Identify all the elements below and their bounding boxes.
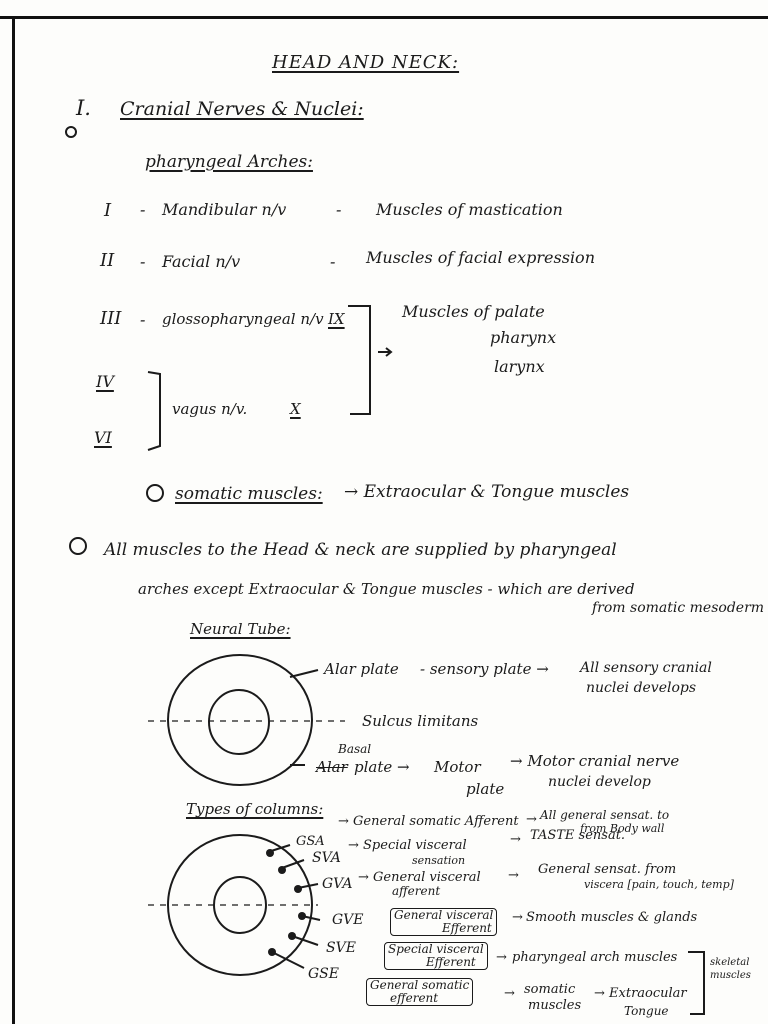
- col-full2-gva: afferent: [392, 884, 441, 898]
- col-result2-gse: muscles: [528, 998, 582, 1013]
- col-result-sva: TASTE sensat.: [530, 828, 626, 843]
- arch-dash-1: -: [336, 200, 342, 219]
- section-heading: Cranial Nerves & Nuclei:: [120, 98, 364, 120]
- col-full-gve: General visceral: [394, 908, 494, 922]
- bracket-arrow-icon: [378, 348, 391, 356]
- alar-arrow-text: - sensory plate →: [420, 660, 549, 678]
- arch-dash-3: -: [140, 310, 146, 329]
- basal-result-1: → Motor cranial nerve: [510, 752, 680, 770]
- arch-dash-2: -: [330, 252, 336, 271]
- page-title: HEAD AND NECK:: [272, 52, 460, 73]
- col-abbr-gva: GVA: [322, 876, 353, 892]
- col-full2-sve: Efferent: [426, 955, 476, 969]
- col-result4-gse: Tongue: [624, 1004, 669, 1018]
- gva-pointer: [298, 884, 318, 888]
- col-result2-gva: viscera [pain, touch, temp]: [584, 878, 734, 891]
- neural-tube-heading: Neural Tube:: [190, 620, 291, 638]
- group-supply-3: larynx: [494, 357, 545, 376]
- bracket-right: [348, 306, 370, 414]
- note-line-2: arches except Extraocular & Tongue muscles - which are derived: [138, 580, 635, 598]
- col-full-gva: → General visceral: [358, 870, 481, 885]
- bullet-icon-3: [70, 538, 86, 554]
- basal-correction: Basal: [338, 742, 372, 756]
- basal-result-2: nuclei develop: [548, 774, 651, 790]
- alar-result-1: All sensory cranial: [580, 660, 712, 676]
- arch-nerve-4: vagus n/v.: [172, 400, 248, 418]
- skeletal-bracket: [688, 952, 704, 1014]
- alar-result-2: nuclei develops: [586, 680, 697, 696]
- note-line-3: from somatic mesoderm: [592, 600, 765, 616]
- neural-tube-inner: [209, 690, 269, 754]
- section-number: I.: [76, 96, 91, 120]
- arch-dash-2a: -: [140, 252, 146, 271]
- arch-nerve-2: Facial n/v: [162, 252, 241, 271]
- col-full-sve-box: [384, 942, 488, 970]
- arch-nerve-1: -: [140, 200, 146, 219]
- skeletal-label: skeletal muscles: [710, 957, 751, 981]
- col-full-gse-box: [366, 978, 473, 1006]
- col-full2-gve: Efferent: [442, 921, 492, 935]
- note-line-1: All muscles to the Head & neck are supplied by pharyngeal: [104, 540, 617, 560]
- col-arrow-sva: →: [510, 832, 521, 847]
- arch-numeral-1: I: [104, 200, 112, 221]
- basal-motor: Motor: [434, 758, 481, 776]
- group-supply-1: Muscles of palate: [402, 302, 545, 321]
- col-full-sve: Special visceral: [388, 942, 484, 956]
- col-abbr-gve: GVE: [332, 912, 364, 928]
- col-arrow-gva: →: [508, 868, 519, 883]
- col-abbr-gse: GSE: [308, 966, 339, 982]
- columns-heading: Types of columns:: [186, 800, 324, 818]
- arch-nerve-num-4: X: [290, 400, 301, 418]
- arch-numeral-4: IV: [96, 372, 114, 391]
- bullet-icon-1: [66, 127, 76, 137]
- col-result-gse: somatic: [524, 982, 576, 997]
- arch-supply-1: Muscles of mastication: [376, 200, 563, 219]
- col-arrow-gse: →: [504, 986, 515, 1001]
- col-result2-gsa: from Body wall: [580, 822, 665, 835]
- group-supply-2: pharynx: [490, 328, 557, 347]
- basal-plate: plate: [466, 780, 505, 798]
- col-result-gve: Smooth muscles & glands: [526, 910, 698, 925]
- col-full-sva: → Special visceral: [348, 838, 467, 853]
- arch-numeral-6: VI: [94, 428, 112, 447]
- col-arrow-gve: →: [512, 910, 523, 925]
- basal-label: plate →: [354, 758, 410, 776]
- col-abbr-sve: SVE: [326, 940, 356, 956]
- col-result-gsa: All general sensat. to: [540, 808, 670, 822]
- col-result-gva: General sensat. from: [538, 862, 677, 877]
- basal-struck: Alar: [316, 758, 348, 776]
- alar-label: Alar plate: [324, 660, 399, 678]
- sulcus-label: Sulcus limitans: [362, 712, 479, 730]
- col-full-gsa: → General somatic Afferent: [338, 814, 519, 829]
- col-result-sve: pharyngeal arch muscles: [512, 950, 678, 965]
- somatic-target: → Extraocular & Tongue muscles: [344, 482, 630, 502]
- bracket-left: [148, 372, 160, 450]
- arch-numeral-3: III: [100, 308, 122, 329]
- arches-heading: pharyngeal Arches:: [145, 152, 313, 172]
- col-abbr-sva: SVA: [312, 850, 341, 866]
- arch-nerve-3: glossopharyngeal n/v: [162, 310, 324, 328]
- col-full-gse: General somatic: [370, 978, 470, 992]
- alar-arrow: [290, 670, 318, 677]
- col-full2-gse: efferent: [390, 991, 439, 1005]
- col-full2-sva: sensation: [412, 854, 466, 867]
- col-full-gve-box: [390, 908, 497, 936]
- arch-nerve-num-3: IX: [328, 310, 345, 328]
- arch-numeral-2: II: [100, 250, 115, 271]
- arch-supply-2: Muscles of facial expression: [366, 248, 595, 267]
- bullet-icon-2: [147, 485, 163, 501]
- arch-nerve-1-name: Mandibular n/v: [162, 200, 287, 219]
- col-arrow-sve: →: [496, 950, 507, 965]
- somatic-label: somatic muscles:: [175, 484, 323, 504]
- col-result3-gse: → Extraocular: [594, 986, 687, 1001]
- col-arrow-gsa: →: [526, 812, 537, 827]
- col-abbr-gsa: GSA: [296, 834, 325, 849]
